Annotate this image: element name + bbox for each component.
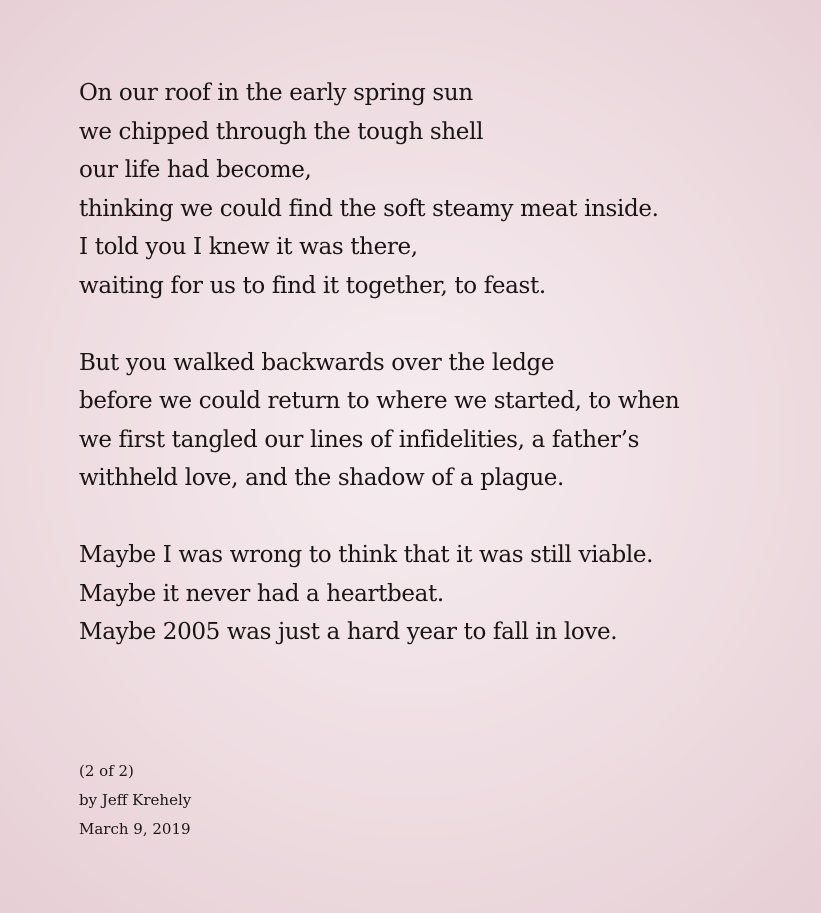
stanza-1 bbox=[79, 74, 799, 306]
author-byline: by Jeff Krehely bbox=[79, 791, 192, 809]
part-indicator: (2 of 2) bbox=[79, 762, 134, 780]
poem-line: Maybe I was wrong to think that it was still viable. bbox=[79, 541, 654, 568]
signature-block bbox=[79, 757, 191, 844]
poem-line: we first tangled our lines of infidelities, a father’s bbox=[79, 426, 640, 453]
poem-line: On our roof in the early spring sun bbox=[79, 80, 473, 106]
poem-body bbox=[79, 74, 799, 652]
poem-line: we chipped through the tough shell bbox=[79, 118, 484, 145]
stanza-3 bbox=[79, 536, 799, 652]
poem-line: Maybe 2005 was just a hard year to fall in love. bbox=[79, 619, 618, 646]
poem-line: withheld love, and the shadow of a plague. bbox=[79, 465, 565, 492]
poem-line: before we could return to where we started, to when bbox=[79, 388, 680, 415]
poem-line: waiting for us to find it together, to feast. bbox=[79, 272, 546, 299]
poem-line: our life had become, bbox=[79, 157, 312, 184]
poem-line: thinking we could find the soft steamy meat inside. bbox=[79, 195, 659, 222]
poem-line: I told you I knew it was there, bbox=[79, 234, 418, 261]
poem-date: March 9, 2019 bbox=[79, 820, 191, 838]
poem-line: But you walked backwards over the ledge bbox=[79, 349, 555, 376]
poem-line: Maybe it never had a heartbeat. bbox=[79, 580, 444, 607]
stanza-2 bbox=[79, 344, 799, 498]
